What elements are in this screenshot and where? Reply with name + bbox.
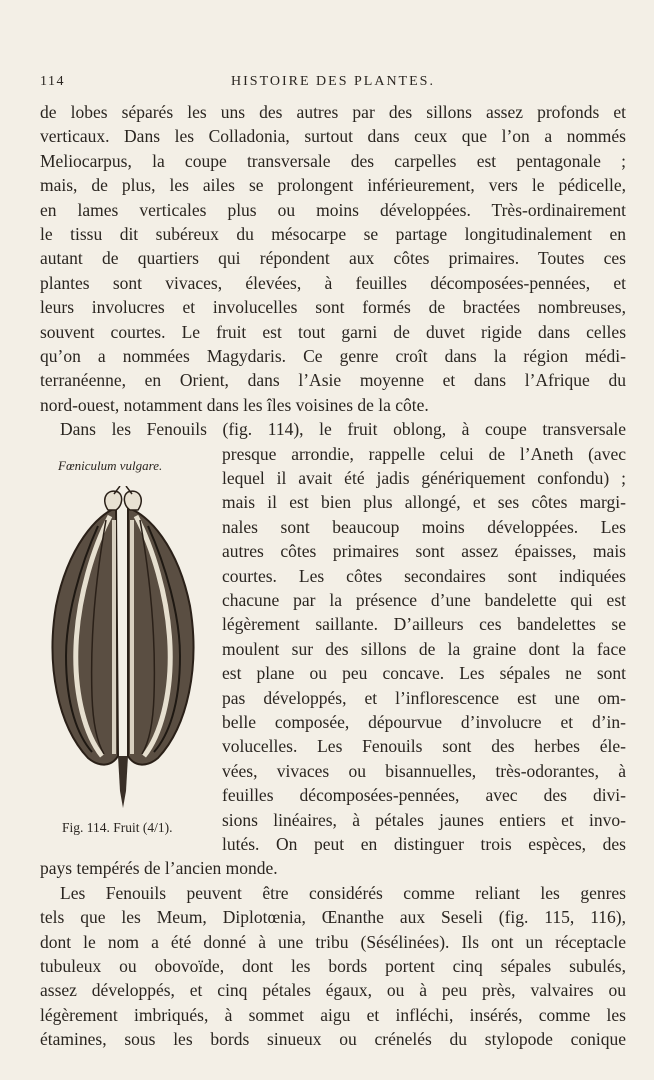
text-line: courtes. Les côtes secondaires sont indiquées xyxy=(222,565,626,586)
figure-species-label: Fœniculum vulgare. xyxy=(58,458,163,473)
text-line: tels que les Meum, Diplotœnia, Œnanthe aux Seseli (fig. 115, 116), xyxy=(40,907,626,928)
text-line: nales sont beaucoup moins développées. Les xyxy=(222,516,626,537)
text-line: autant de quartiers qui répondent aux côtes primaires. Toutes ces xyxy=(40,248,626,269)
text-line: assez développés, et cinq pétales égaux, ou à peu près, valvaires ou xyxy=(40,980,626,1001)
text-line: leurs involucres et involucelles sont formés de bractées nombreuses, xyxy=(40,297,626,318)
text-line: mais, de plus, les ailes se prolongent inférieurement, vers le pédicelle, xyxy=(40,175,626,196)
text-line: en lames verticales plus ou moins développées. Très-ordinairement xyxy=(40,199,626,220)
text-line: verticaux. Dans les Colladonia, surtout dans ceux que l’on a nommés xyxy=(40,126,626,147)
fennel-fruit-illustration xyxy=(38,486,208,816)
text-line: presque arrondie, rappelle celui de l’Aneth (avec xyxy=(222,443,626,464)
text-line: moulent sur des sillons de la graine dont la face xyxy=(222,638,626,659)
running-title: HISTOIRE DES PLANTES. xyxy=(231,74,435,89)
text-line: pas développés, et l’inflorescence est une om- xyxy=(222,687,626,708)
text-line: lequel il avait été jadis génériquement confondu) ; xyxy=(222,468,626,488)
text-line: qu’on a nommées Magydaris. Ce genre croît dans la région médi- xyxy=(40,346,626,366)
text-line: plantes sont vivaces, élevées, à feuilles décomposées-pennées, et xyxy=(40,272,626,293)
text-line: lutés. On peut en distinguer trois espèces, des xyxy=(222,834,626,854)
figure-114 xyxy=(38,458,208,853)
figure-caption: Fig. 114. Fruit (4/1). xyxy=(62,820,173,835)
text-line: feuilles décomposées-pennées, avec des divi- xyxy=(222,785,626,806)
text-line: terranéenne, en Orient, dans l’Asie moyenne et dans l’Afrique du xyxy=(40,370,626,391)
text-line: de lobes séparés les uns des autres par des sillons assez profonds et xyxy=(40,102,626,122)
text-line: vées, vivaces ou bisannuelles, très-odorantes, à xyxy=(222,760,626,781)
text-line: légèrement saillante. D’ailleurs ces bandelettes se xyxy=(222,614,626,635)
text-line: souvent courtes. Le fruit est tout garni de duvet rigide dans celles xyxy=(40,321,626,342)
text-line: autres côtes primaires sont assez épaisses, mais xyxy=(222,541,626,562)
text-line: pays tempérés de l’ancien monde. xyxy=(40,858,278,879)
text-line: légèrement imbriqués, à sommet aigu et infléchi, insérés, comme les xyxy=(40,1004,626,1025)
text-line: Meliocarpus, la coupe transversale des carpelles est pentagonale ; xyxy=(40,150,626,171)
page-number: 114 xyxy=(40,74,65,89)
text-line: mais il est bien plus allongé, et ses côtes margi- xyxy=(222,492,626,513)
text-line: est plane ou peu concave. Les sépales ne sont xyxy=(222,663,626,684)
text-line: Les Fenouils peuvent être considérés comme reliant les genres xyxy=(60,882,626,903)
text-line: étamines, sous les bords sinueux ou crénelés du stylopode conique xyxy=(40,1029,626,1050)
text-line: belle composée, dépourvue d’involucre et d’in- xyxy=(222,712,626,732)
page-header xyxy=(40,74,626,94)
text-line: chacune par la présence d’une bandelette qui est xyxy=(222,590,626,610)
text-line: le tissu dit subéreux du mésocarpe se partage longitudinalement en xyxy=(40,224,626,244)
text-line: tubuleux ou obovoïde, dont les bords portent cinq sépales subulés, xyxy=(40,956,626,976)
text-line: dont le nom a été donné à une tribu (Sésélinées). Ils ont un réceptacle xyxy=(40,931,626,952)
text-line: nord-ouest, notamment dans les îles voisines de la côte. xyxy=(40,394,429,415)
text-line: Dans les Fenouils (fig. 114), le fruit oblong, à coupe transversale xyxy=(60,419,626,440)
text-line: sions linéaires, à pétales jaunes entiers et invo- xyxy=(222,809,626,830)
text-line: volucelles. Les Fenouils sont des herbes éle- xyxy=(222,736,626,757)
